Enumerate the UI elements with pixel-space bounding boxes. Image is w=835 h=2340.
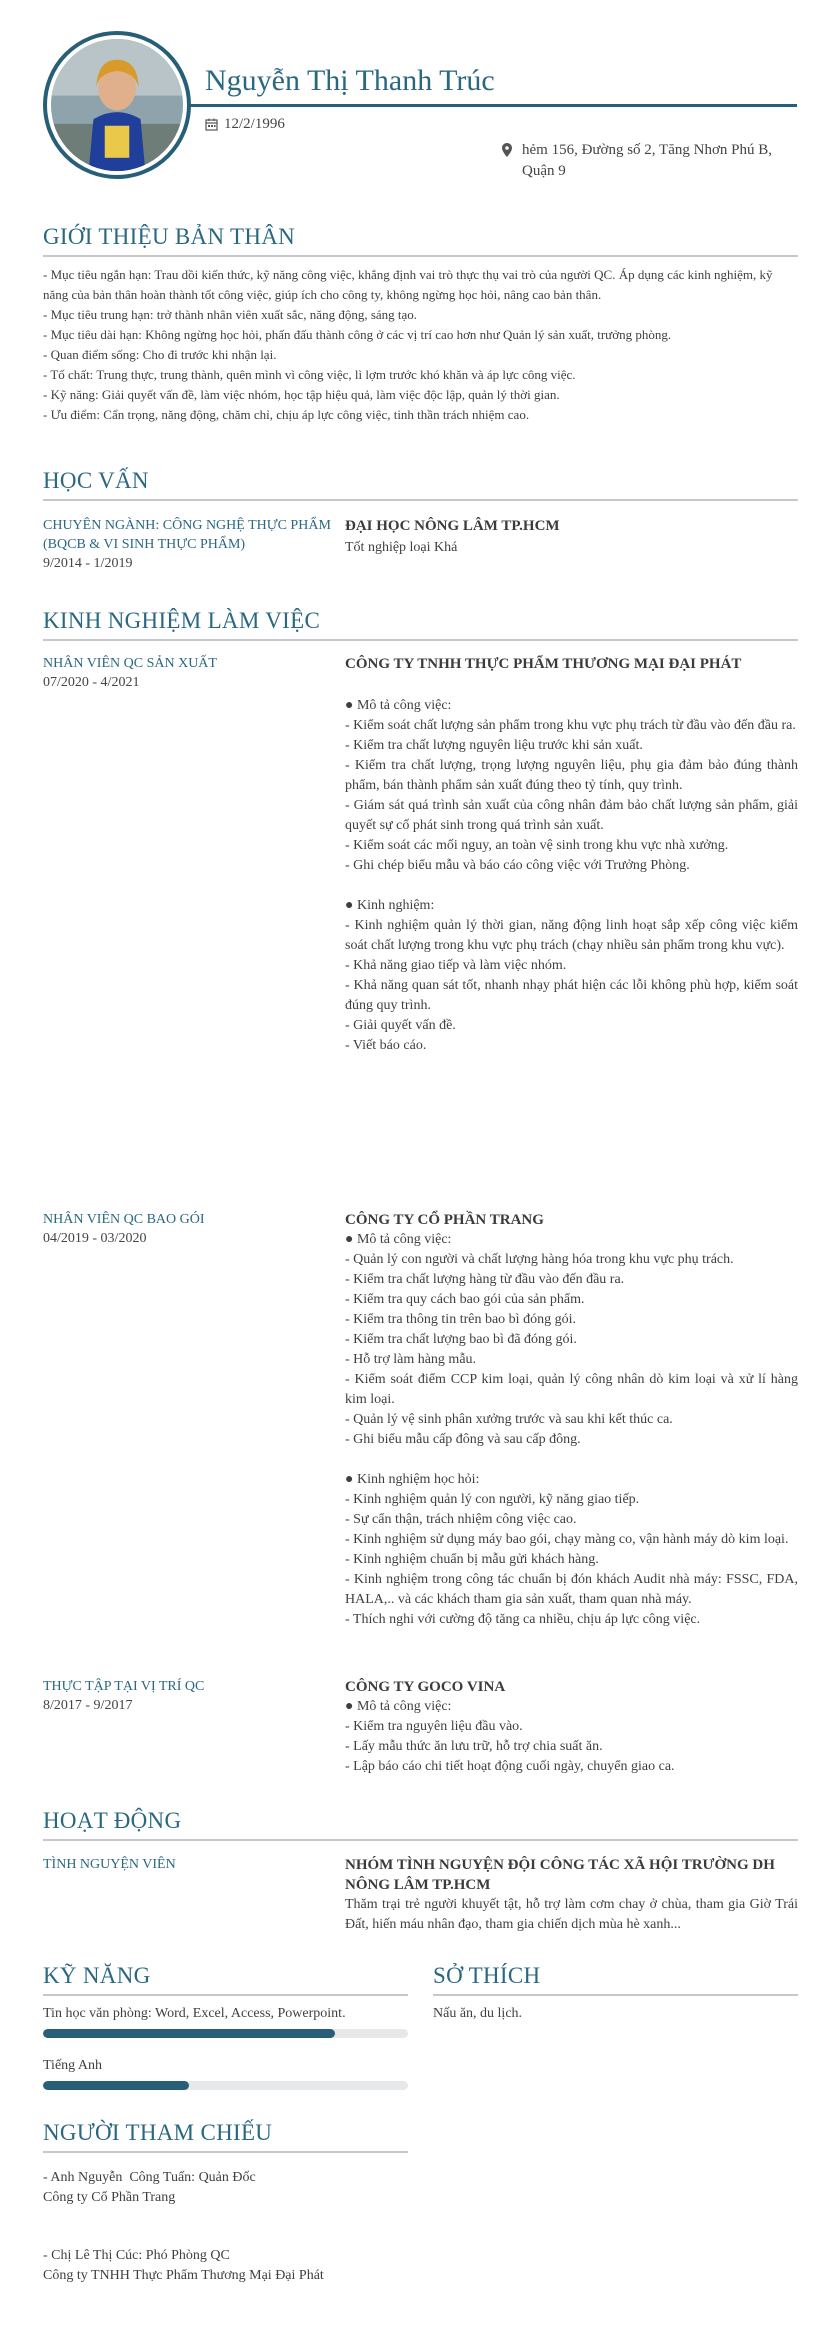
education-dates: 9/2014 - 1/2019 (43, 556, 133, 571)
job-company: CÔNG TY GOCO VINA (345, 1679, 506, 1695)
skill-name: Tiếng Anh (43, 2058, 103, 2073)
reference-company: Công ty TNHH Thực Phẩm Thương Mại Đại Phát (43, 2268, 324, 2283)
job-description (345, 1230, 798, 1630)
school-name: ĐẠI HỌC NÔNG LÂM TP.HCM (345, 518, 560, 534)
activity-org: NHÓM TÌNH NGUYỆN ĐỘI CÔNG TÁC XÃ HỘI TRƯỜNG DH NÔNG LÂM TP.HCM (345, 1857, 775, 1893)
job-dates: 07/2020 - 4/2021 (43, 675, 140, 690)
description-line: - Sự cẩn thận, trách nhiệm công việc cao. (345, 1512, 577, 1527)
section-title-skills: KỸ NĂNG (43, 1963, 151, 1988)
description-line: - Kiểm tra thông tin trên bao bì đóng gói. (345, 1312, 576, 1327)
description-line: ● Kinh nghiệm học hỏi: (345, 1472, 480, 1487)
skill-name: Tin học văn phòng: Word, Excel, Access, Powerpoint. (43, 2006, 346, 2021)
description-line: - Ghi chép biểu mẫu và báo cáo công việc với Trưởng Phòng. (345, 858, 690, 873)
name-divider (190, 104, 797, 107)
description-line: - Quản lý vệ sinh phân xưởng trước và sau khi kết thúc ca. (345, 1412, 673, 1427)
education-result: Tốt nghiệp loại Khá (345, 540, 458, 555)
education-major: CHUYÊN NGÀNH: CÔNG NGHỆ THỰC PHẨM (BQCB & VI SINH THỰC PHẨM) (43, 518, 331, 552)
description-line: ● Mô tả công việc: (345, 1232, 452, 1247)
profile-photo-image (51, 39, 183, 171)
activity-description: Thăm trại trẻ người khuyết tật, hỗ trợ làm cơm chay ở chùa, tham gia Giờ Trái Đất, hiến máu nhân đạo, tham gia chiến dịch mùa hè xanh... (345, 1897, 798, 1932)
section-divider (43, 1839, 798, 1841)
reference-name: - Chị Lê Thị Cúc: Phó Phòng QC (43, 2248, 230, 2263)
description-line: - Kiểm tra quy cách bao gói của sản phẩm. (345, 1292, 585, 1307)
section-divider (433, 1994, 798, 1996)
description-line: - Kinh nghiệm quản lý thời gian, năng động linh hoạt sắp xếp công việc kiểm soát chất lượng trong khu vực phụ trách (chạy nhiều sản phẩm trong khu vực). (345, 918, 798, 953)
references-section (43, 2120, 798, 2153)
education-section (43, 468, 798, 501)
section-divider (43, 639, 798, 641)
candidate-name: Nguyễn Thị Thanh Trúc (205, 64, 495, 97)
description-line: - Kiểm soát các mối nguy, an toàn vệ sinh trong khu vực nhà xưởng. (345, 838, 729, 853)
section-title-activities: HOẠT ĐỘNG (43, 1808, 182, 1833)
description-line: - Kiểm tra chất lượng, trọng lượng nguyên liệu, phụ gia đảm bảo đúng thành phẩm, bán thành phẩm sản xuất đúng theo tỷ tính, quy trình. (345, 758, 798, 793)
job-role: NHÂN VIÊN QC BAO GÓI (43, 1212, 205, 1227)
reference-entry (43, 2168, 798, 2208)
intro-line: - Kỹ năng: Giải quyết vấn đề, làm việc nhóm, học tập hiệu quả, làm việc độc lập, quản lý thời gian. (43, 387, 560, 402)
intro-line: - Mục tiêu ngắn hạn: Trau dồi kiến thức, kỹ năng công việc, khẳng định vai trò thực thụ vai trò của người QC. Áp dụng các kinh nghiệm, kỹ năng của bản thân hoàn thành tốt công việc, giúp ích cho công ty, không ngừng học hỏi, nâng cao bản thân. (43, 267, 773, 302)
description-line (345, 676, 798, 696)
job-company: CÔNG TY CỔ PHẦN TRANG (345, 1212, 544, 1228)
description-line: - Thích nghi với cường độ tăng ca nhiều, chịu áp lực công việc. (345, 1612, 701, 1627)
description-line: - Kinh nghiệm quản lý con người, kỹ năng giao tiếp. (345, 1492, 640, 1507)
job-role: THỰC TẬP TẠI VỊ TRÍ QC (43, 1679, 205, 1694)
hobbies-text: Nấu ăn, du lịch. (433, 2006, 523, 2021)
description-line: - Kiểm tra chất lượng hàng từ đầu vào đến đầu ra. (345, 1272, 625, 1287)
intro-line: - Ưu điểm: Cẩn trọng, năng động, chăm chỉ, chịu áp lực công việc, tinh thần trách nhiệm cao. (43, 407, 530, 422)
avatar (43, 31, 191, 179)
intro-text (43, 265, 798, 425)
skill-bar-fill (43, 2029, 335, 2038)
section-divider (43, 1994, 408, 1996)
description-line (345, 1450, 798, 1470)
location-pin-icon (502, 140, 514, 182)
description-line: ● Mô tả công việc: (345, 698, 452, 713)
activities-section (43, 1808, 798, 1841)
description-line: - Kiểm tra nguyên liệu đầu vào. (345, 1719, 523, 1734)
description-line (345, 876, 798, 896)
description-line: - Kinh nghiệm sử dụng máy bao gói, chạy màng co, vận hành máy dò kim loại. (345, 1532, 789, 1547)
description-line: - Kiểm soát chất lượng sản phẩm trong khu vực phụ trách từ đầu vào đến đầu ra. (345, 718, 796, 733)
description-line: - Lấy mẫu thức ăn lưu trữ, hỗ trợ chia suất ăn. (345, 1739, 603, 1754)
hobbies-section (433, 1963, 798, 2022)
job-description (345, 676, 798, 1056)
skill-bar (43, 2029, 408, 2038)
description-line: - Giải quyết vấn đề. (345, 1018, 456, 1033)
description-line: - Kinh nghiệm chuẩn bị mẫu gửi khách hàng. (345, 1552, 599, 1567)
cv-header (0, 0, 835, 200)
section-divider (43, 499, 798, 501)
experience-section (43, 608, 798, 641)
section-title-hobbies: SỞ THÍCH (433, 1963, 541, 1988)
section-divider (43, 2151, 408, 2153)
description-line: - Kiểm tra chất lượng bao bì đã đóng gói. (345, 1332, 577, 1347)
section-divider (43, 255, 798, 257)
description-line: - Lập báo cáo chi tiết hoạt động cuối ngày, chuyển giao ca. (345, 1759, 675, 1774)
reference-company: Công ty Cổ Phần Trang (43, 2190, 176, 2205)
job-dates: 8/2017 - 9/2017 (43, 1698, 133, 1713)
job-role: NHÂN VIÊN QC SẢN XUẤT (43, 656, 217, 671)
job-company: CÔNG TY TNHH THỰC PHẨM THƯƠNG MẠI ĐẠI PHÁT (345, 656, 742, 672)
description-line: ● Mô tả công việc: (345, 1699, 452, 1714)
intro-line: - Quan điểm sống: Cho đi trước khi nhận lại. (43, 347, 277, 362)
description-line: - Ghi biểu mẫu cấp đông và sau cấp đông. (345, 1432, 581, 1447)
intro-line: - Tố chất: Trung thực, trung thành, quên mình vì công việc, lì lợm trước khó khăn và áp lực công việc. (43, 367, 576, 382)
job-description (345, 1697, 798, 1777)
description-line: ● Kinh nghiệm: (345, 898, 435, 913)
description-line: - Kiểm tra chất lượng nguyên liệu trước khi sản xuất. (345, 738, 643, 753)
section-title-experience: KINH NGHIỆM LÀM VIỆC (43, 608, 321, 633)
reference-name: - Anh Nguyễn Công Tuấn: Quản Đốc (43, 2170, 256, 2185)
job-dates: 04/2019 - 03/2020 (43, 1231, 147, 1246)
intro-line: - Mục tiêu dài hạn: Không ngừng học hỏi, phấn đấu thành công ở các vị trí cao hơn như Quản lý sản xuất, trưởng phòng. (43, 327, 672, 342)
intro-section (43, 224, 798, 425)
intro-line: - Mục tiêu trung hạn: trở thành nhân viên xuất sắc, năng động, sáng tạo. (43, 307, 418, 322)
address (502, 140, 802, 182)
date-of-birth (205, 116, 285, 133)
dob-text: 12/2/1996 (224, 116, 285, 132)
calendar-icon (205, 118, 218, 131)
description-line: - Kiểm soát điểm CCP kim loại, quản lý công nhân dò kim loại và xử lí hàng kim loại. (345, 1372, 798, 1407)
section-title-education: HỌC VẤN (43, 468, 149, 493)
address-text: hẻm 156, Đường số 2, Tăng Nhơn Phú B, Quận 9 (522, 142, 772, 179)
section-title-intro: GIỚI THIỆU BẢN THÂN (43, 224, 296, 249)
profile-photo (51, 39, 183, 171)
activity-role: TÌNH NGUYỆN VIÊN (43, 1857, 176, 1872)
section-title-references: NGƯỜI THAM CHIẾU (43, 2120, 273, 2145)
skill-bar-fill (43, 2081, 189, 2090)
description-line: - Khả năng quan sát tốt, nhanh nhạy phát hiện các lỗi không phù hợp, kiểm soát đúng quy trình. (345, 978, 798, 1013)
reference-entry (43, 2246, 798, 2286)
description-line: - Khả năng giao tiếp và làm việc nhóm. (345, 958, 567, 973)
description-line: - Kinh nghiệm trong công tác chuẩn bị đón khách Audit nhà máy: FSSC, FDA, HALA,.. và các khách tham gia sản xuất, tham quan nhà máy. (345, 1572, 798, 1607)
skill-bar (43, 2081, 408, 2090)
skills-section (43, 1963, 408, 2090)
description-line: - Giám sát quá trình sản xuất của công nhân đảm bảo chất lượng sản phẩm, giải quyết sự cố phát sinh trong quá trình sản xuất. (345, 798, 798, 833)
description-line: - Hỗ trợ làm hàng mẫu. (345, 1352, 477, 1367)
description-line: - Quản lý con người và chất lượng hàng hóa trong khu vực phụ trách. (345, 1252, 734, 1267)
description-line: - Viết báo cáo. (345, 1038, 427, 1053)
